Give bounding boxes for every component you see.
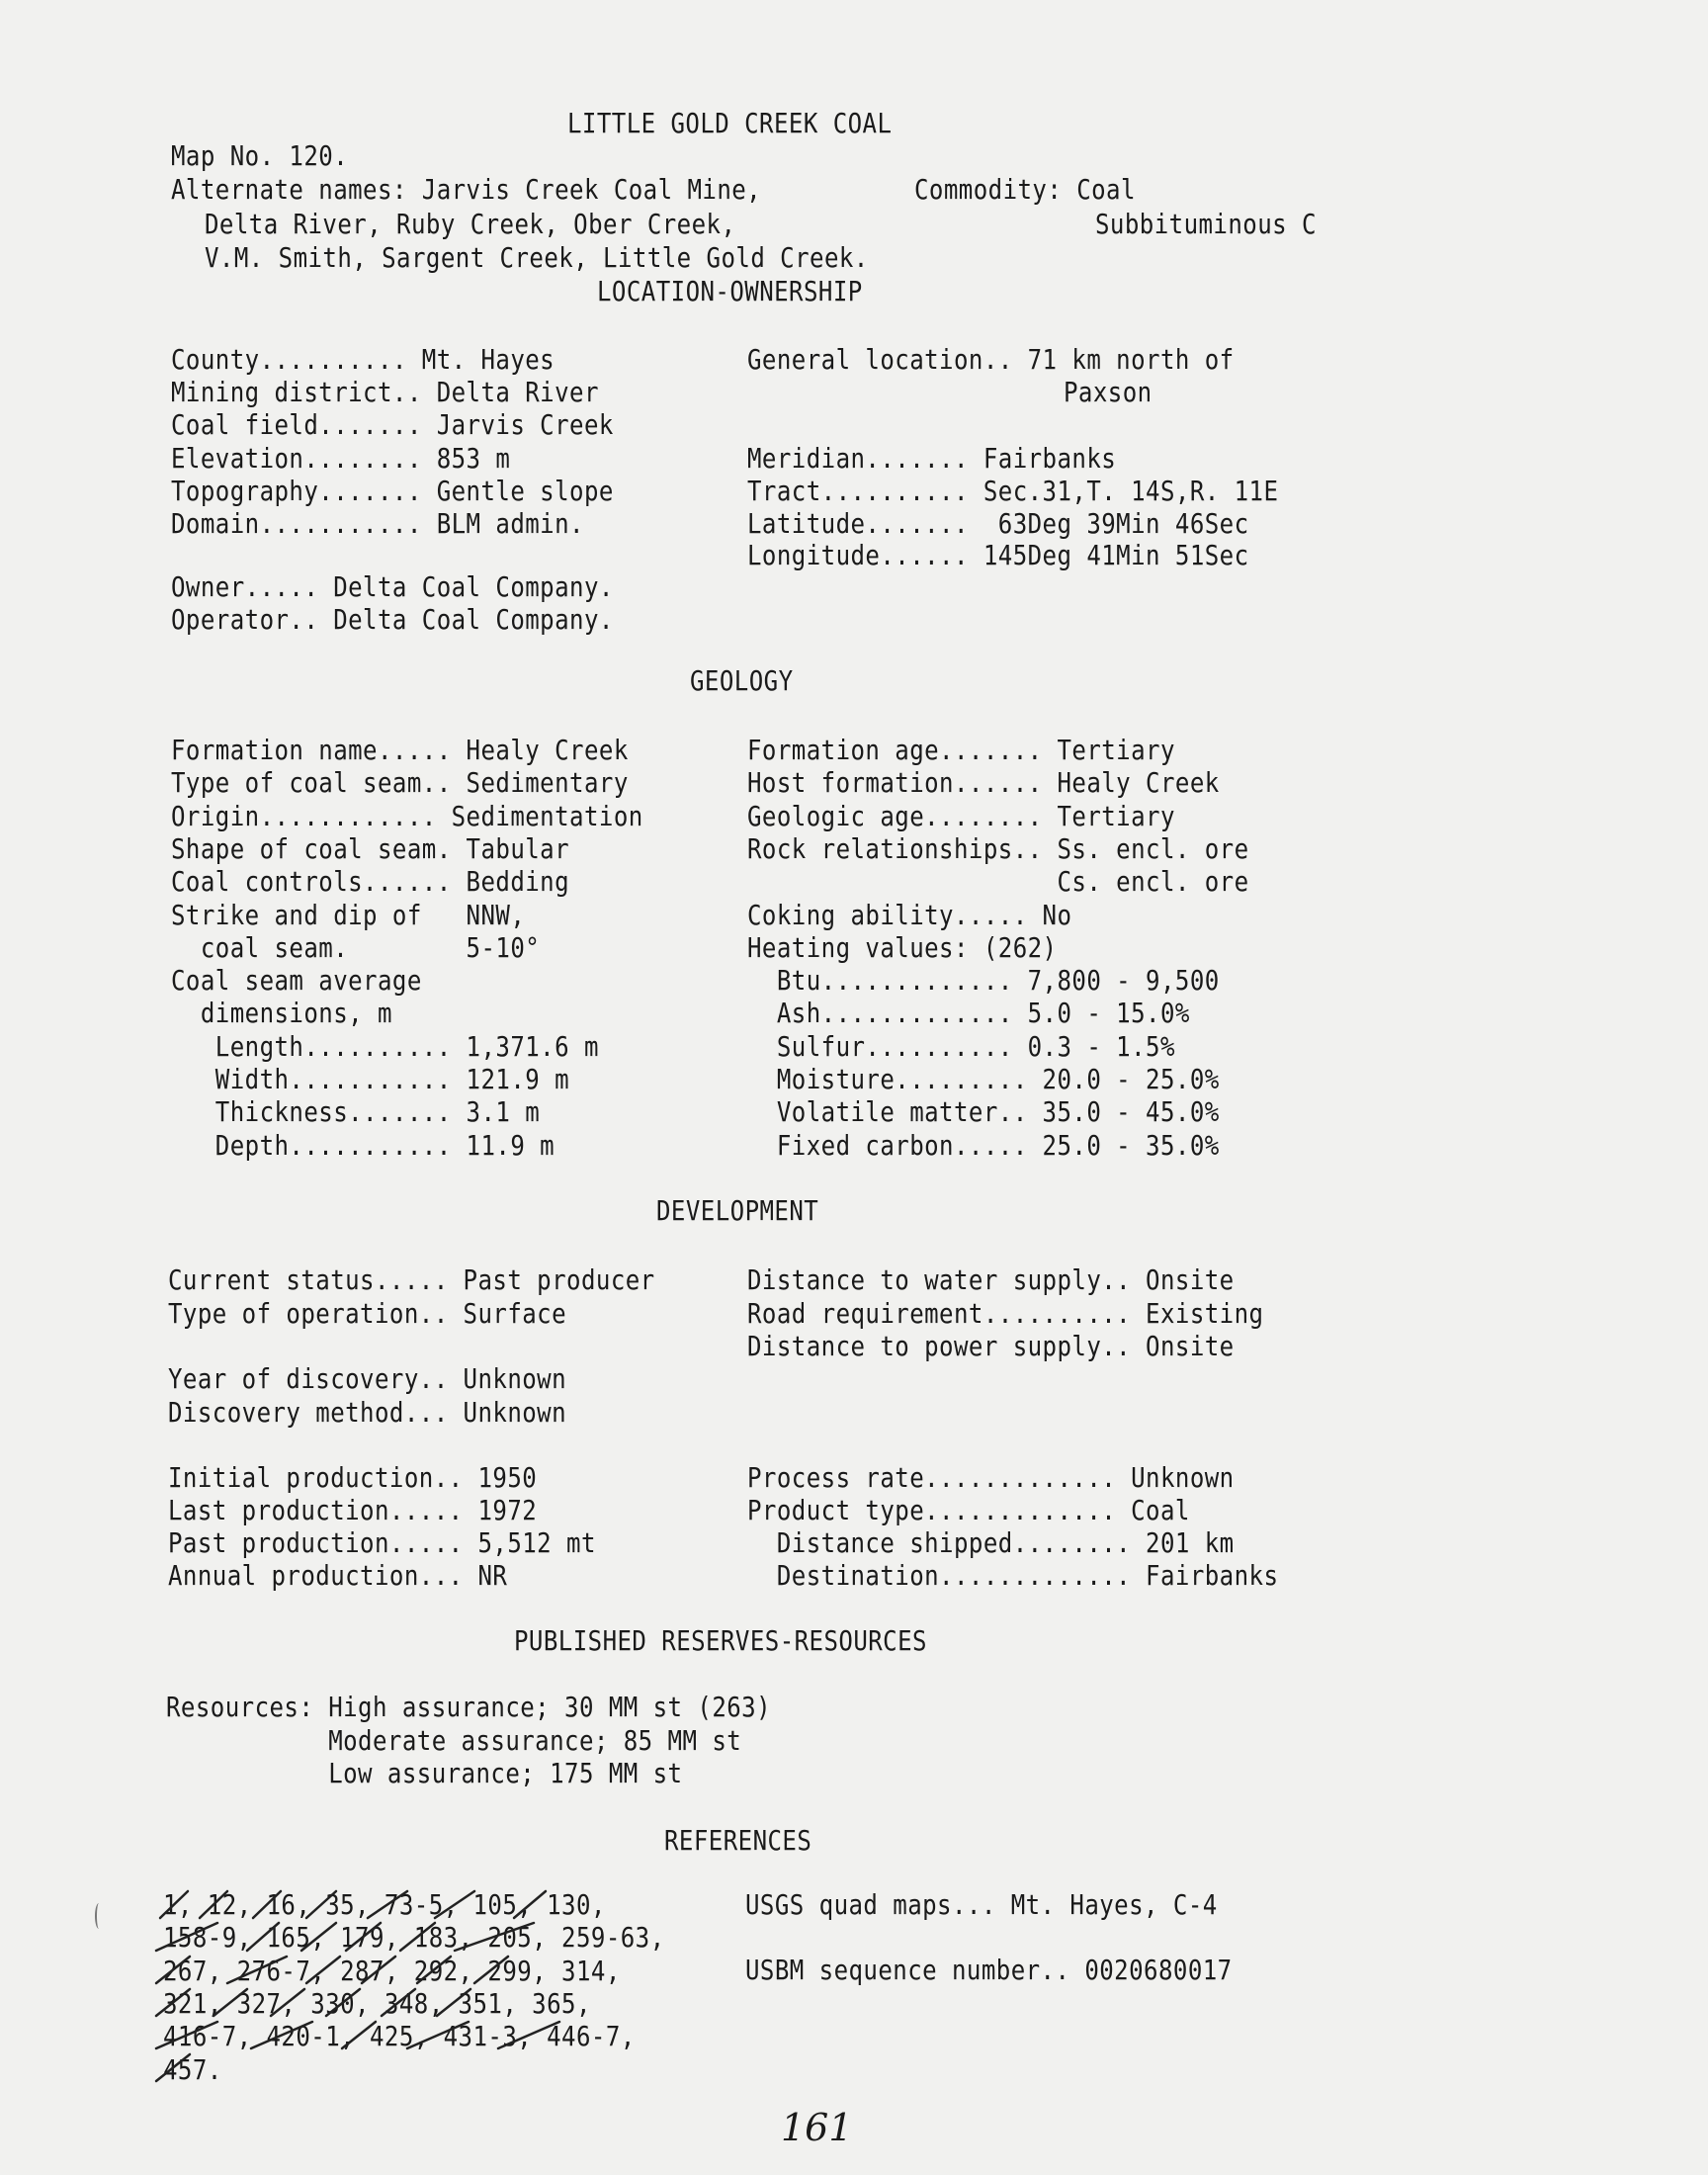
section-heading-references: REFERENCES [664, 1824, 812, 1857]
location-field: Meridian....... Fairbanks [747, 442, 1117, 475]
section-heading-development: DEVELOPMENT [656, 1194, 819, 1227]
document-title: LITTLE GOLD CREEK COAL [567, 107, 893, 139]
section-heading-geology: GEOLOGY [690, 664, 794, 697]
usgs-quad-maps: USGS quad maps... Mt. Hayes, C-4 [745, 1888, 1218, 1921]
development-field: Type of operation.. Surface [168, 1297, 567, 1330]
geology-field: Cs. encl. ore [747, 865, 1249, 898]
geology-field: Formation name..... Healy Creek [171, 734, 629, 766]
location-field: Elevation........ 853 m [171, 442, 511, 475]
commodity-line2: Subbituminous C [1095, 208, 1317, 240]
location-field: Longitude...... 145Deg 41Min 51Sec [747, 539, 1249, 571]
page-number: 161 [781, 2106, 853, 2149]
geology-field: Coal controls...... Bedding [171, 865, 570, 898]
geology-field: Formation age....... Tertiary [747, 734, 1175, 766]
geology-field: Rock relationships.. Ss. encl. ore [747, 832, 1249, 865]
development-field: Initial production.. 1950 [168, 1461, 538, 1494]
geology-field: Heating values: (262) [747, 931, 1058, 964]
geology-field: Type of coal seam.. Sedimentary [171, 766, 629, 799]
reserves-line: Resources: High assurance; 30 MM st (263) [166, 1691, 772, 1723]
geology-field: Depth........... 11.9 m [171, 1129, 555, 1162]
owner-field: Owner..... Delta Coal Company. [171, 570, 614, 603]
reference-line: 416-7, 420-1, 425, 431-3, 446-7, [163, 2020, 636, 2052]
commodity-line1: Commodity: Coal [914, 173, 1136, 206]
geology-field: Moisture......... 20.0 - 25.0% [747, 1063, 1220, 1095]
geology-field: Volatile matter.. 35.0 - 45.0% [747, 1095, 1220, 1128]
geology-field: Geologic age........ Tertiary [747, 800, 1175, 832]
development-field: Distance to power supply.. Onsite [747, 1330, 1235, 1362]
geology-field: Origin............ Sedimentation [171, 800, 643, 832]
section-heading-reserves: PUBLISHED RESERVES-RESOURCES [514, 1624, 927, 1657]
geology-field: coal seam. 5-10° [171, 931, 541, 964]
development-field: Discovery method... Unknown [168, 1396, 567, 1429]
geology-field: dimensions, m [171, 997, 392, 1029]
reference-line: 321, 327, 330, 348, 351, 365, [163, 1987, 591, 2020]
development-field: Process rate............. Unknown [747, 1461, 1235, 1494]
location-field: Latitude....... 63Deg 39Min 46Sec [747, 507, 1249, 540]
development-field: Product type............. Coal [747, 1494, 1190, 1526]
location-field: County.......... Mt. Hayes [171, 343, 555, 376]
geology-field: Host formation...... Healy Creek [747, 766, 1220, 799]
reference-line: 158-9, 165, 179, 183, 205, 259-63, [163, 1921, 665, 1954]
alternate-names-line2: Delta River, Ruby Creek, Ober Creek, [205, 208, 736, 240]
reference-line: 267, 276-7, 287, 292, 299, 314, [163, 1955, 621, 1987]
location-field: Domain........... BLM admin. [171, 507, 584, 540]
location-field: Paxson [1064, 376, 1153, 408]
development-field: Annual production... NR [168, 1559, 508, 1592]
reserves-line: Moderate assurance; 85 MM st [166, 1724, 742, 1757]
development-field: Last production..... 1972 [168, 1494, 538, 1526]
reference-line: 1, 12, 16, 35, 73-5, 105, 130, [163, 1888, 606, 1921]
geology-field: Thickness....... 3.1 m [171, 1095, 541, 1128]
section-heading-location: LOCATION-OWNERSHIP [597, 275, 863, 307]
alternate-names-line1: Alternate names: Jarvis Creek Coal Mine, [171, 173, 762, 206]
location-field: Tract.......... Sec.31,T. 14S,R. 11E [747, 475, 1279, 507]
geology-field: Btu............. 7,800 - 9,500 [747, 964, 1220, 997]
operator-field: Operator.. Delta Coal Company. [171, 603, 614, 636]
geology-field: Shape of coal seam. Tabular [171, 832, 570, 865]
location-field: Topography....... Gentle slope [171, 475, 614, 507]
location-field: Mining district.. Delta River [171, 376, 599, 408]
location-field: Coal field....... Jarvis Creek [171, 408, 614, 441]
geology-field: Length.......... 1,371.6 m [171, 1030, 599, 1063]
map-number: Map No. 120. [171, 139, 349, 172]
location-field: General location.. 71 km north of [747, 343, 1235, 376]
usbm-sequence-number: USBM sequence number.. 0020680017 [745, 1954, 1233, 1986]
development-field: Distance shipped........ 201 km [747, 1526, 1235, 1559]
development-field: Distance to water supply.. Onsite [747, 1263, 1235, 1296]
alternate-names-line3: V.M. Smith, Sargent Creek, Little Gold Creek. [205, 241, 869, 274]
margin-mark [95, 1903, 103, 1929]
reserves-line: Low assurance; 175 MM st [166, 1757, 683, 1789]
geology-field: Strike and dip of NNW, [171, 899, 526, 931]
development-field: Current status..... Past producer [168, 1263, 655, 1296]
geology-field: Width........... 121.9 m [171, 1063, 570, 1095]
development-field: Year of discovery.. Unknown [168, 1362, 567, 1395]
geology-field: Coal seam average [171, 964, 422, 997]
development-field: Destination............. Fairbanks [747, 1559, 1279, 1592]
geology-field: Coking ability..... No [747, 899, 1072, 931]
reference-line: 457. [163, 2053, 222, 2086]
geology-field: Ash............. 5.0 - 15.0% [747, 997, 1190, 1029]
geology-field: Sulfur.......... 0.3 - 1.5% [747, 1030, 1175, 1063]
geology-field: Fixed carbon..... 25.0 - 35.0% [747, 1129, 1220, 1162]
development-field: Road requirement.......... Existing [747, 1297, 1264, 1330]
development-field: Past production..... 5,512 mt [168, 1526, 596, 1559]
